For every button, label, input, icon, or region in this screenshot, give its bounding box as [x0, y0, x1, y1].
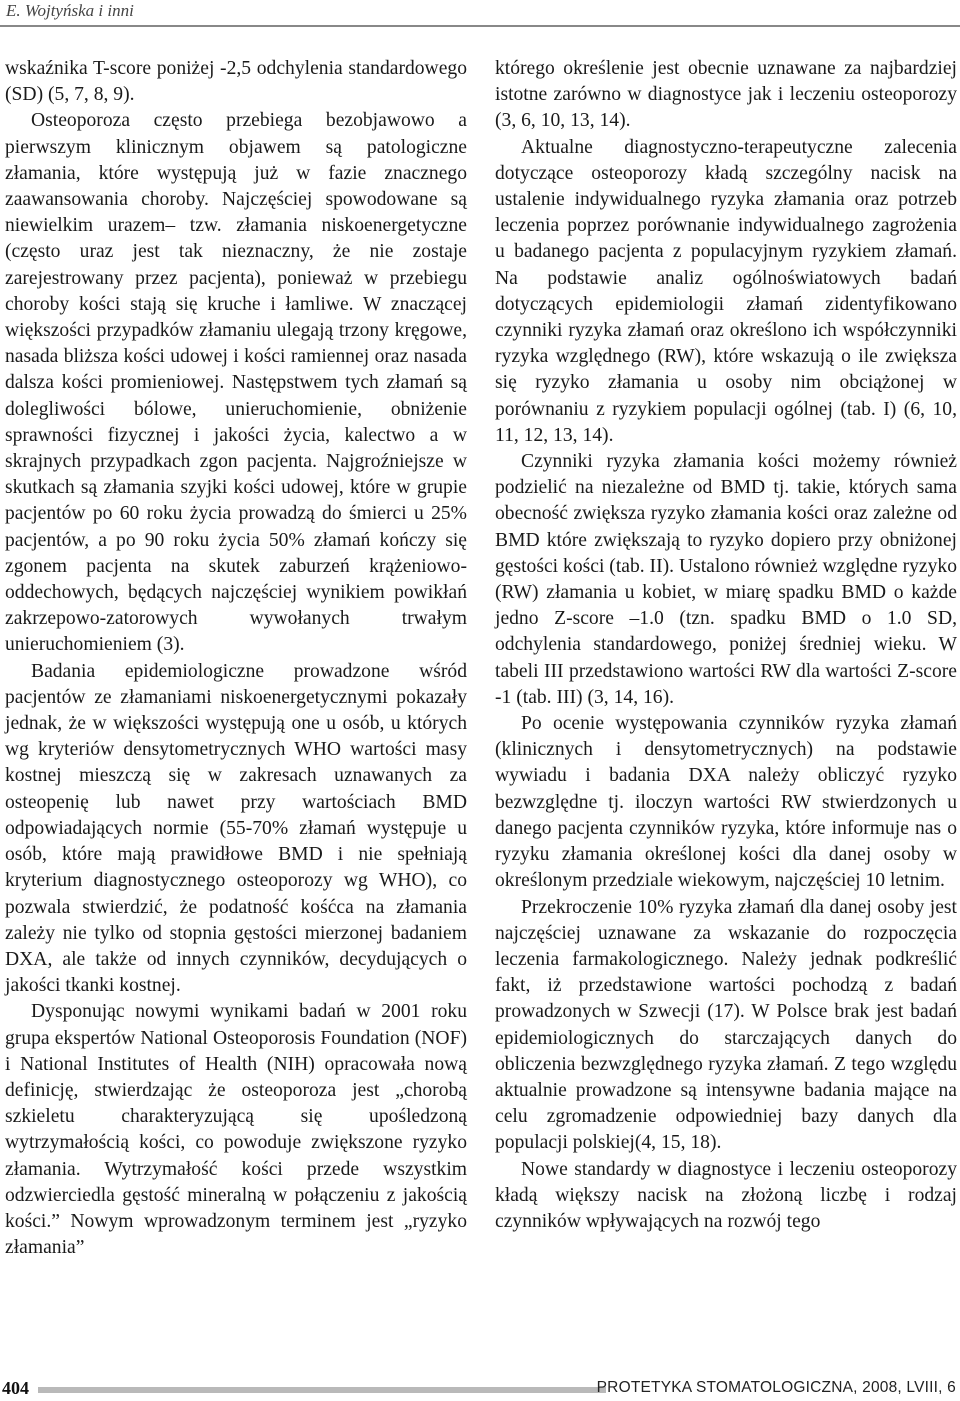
paragraph: Osteoporoza często przebiega bezobjawowo a pierwszym klinicznym objawem są patologiczne złamania, które występują już w fazie znacznego zaawansowania choroby. Najczęściej spowodowane są niewielkim urazem– tzw. złamania niskoenergetyczne (często uraz jest tak nieznaczny, że nie zostaje zarejestrowany przez pacjenta), ponieważ w przebiegu choroby kości stają się kruche i łamliwe. W znaczącej większości przypadków złamaniu ulegają trzony kręgowe, nasada bliższa kości udowej i kości ramiennej oraz nasada dalsza kości promieniowej. Następstwem tych złamań są dolegliwości bólowe, unieruchomienie, obniżenie sprawności fizycznej i jakości życia, kalectwo a w skrajnych przypadkach zgon pacjenta. Najgroźniejsze w skutkach są złamania szyjki kości udowej, które w grupie pacjentów po 60 roku życia prowadzą do śmierci u 25% pacjentów, a po 90 roku życia 50% złamań kończy się zgonem pacjenta na skutek zaburzeń krążeniowo-oddechowych, będących najczęściej wynikiem powikłań zakrzepowo-zatorowych wywołanych trwałym unieruchomieniem (3).	[5, 110, 467, 656]
paragraph: Badania epidemiologiczne prowadzone wśród pacjentów ze złamaniami niskoenergetycznymi pokazały jednak, że w większości występują one u osób, u których wg kryteriów densytometrycznych WHO wartości masy kostnej mieszczą się w zakresach uznawanych za osteopenię lub nawet przy wartościach BMD odpowiadających normie (55-70% złamań występuje u osób, które mają prawidłowe BMD i nie spełniają kryterium diagnostycznego osteoporozy wg WHO), co pozwala stwierdzić, że podatność kośćca na złamania zależy nie tylko od stopnia gęstości mierzonej badaniem DXA, ale także od innych czynników, decydujących o jakości tkanki kostnej.	[5, 660, 467, 997]
left-column	[5, 56, 467, 1261]
paragraph: Dysponując nowymi wynikami badań w 2001 roku grupa ekspertów National Osteoporosis Foundation (NOF) i National Institutes of Health (NIH) opracowała nową definicję, stwierdzając że osteoporoza jest „chorobą szkieletu charakteryzującą się upośledzoną wytrzymałością kości, co powoduje zwiększone ryzyko złamania. Wytrzymałość kości przede wszystkim odzwierciedla gęstość mineralną w połączeniu z jakością kości.” Nowym wprowadzonym terminem jest „ryzyko złamania”	[5, 1001, 467, 1259]
paragraph: którego określenie jest obecnie uznawane za najbardziej istotne zarówno w diagnostyce jak i leczeniu osteoporozy (3, 6, 10, 13, 14).	[495, 58, 957, 132]
footer-rule	[38, 1387, 606, 1393]
paragraph: Aktualne diagnostyczno-terapeutyczne zalecenia dotyczące osteoporozy kładą szczególny nacisk na ustalenie indywidualnego ryzyka złamania oraz potrzeb leczenia poprzez porównanie indywidualnego zagrożenia u badanego pacjenta z populacyjnym ryzykiem złamań. Na podstawie analiz ogólnoświatowych badań dotyczących epidemiologii złamań zidentyfikowano czynniki ryzyka złamań oraz określono ich współczynniki ryzyka względnego (RW), które wskazują o ile zwiększa się ryzyko złamania u osoby nim obciążonej w porównaniu z ryzykiem populacji ogólnej (tab. I) (6, 10, 11, 12, 13, 14).	[495, 136, 957, 446]
header-authors: E. Wojtyńska i inni	[6, 1, 134, 20]
page-footer	[0, 1378, 960, 1401]
running-header	[0, 0, 960, 28]
header-rule	[0, 25, 960, 27]
page-number: 404	[2, 1378, 29, 1398]
paragraph: wskaźnika T-score poniżej -2,5 odchylenia standardowego (SD) (5, 7, 8, 9).	[5, 58, 467, 106]
journal-title: PROTETYKA STOMATOLOGICZNA, 2008, LVIII, 6	[596, 1379, 956, 1396]
paragraph: Czynniki ryzyka złamania kości możemy również podzielić na niezależne od BMD tj. takie, których sama obecność zwiększa ryzyko złamania kości oraz zależne od BMD które zwiększają to ryzyko dopiero przy obniżonej gęstości kości (tab. II). Ustalono również względne ryzyko (RW) złamania u kobiet, w miarę spadku BMD o każde jedno Z-score –1.0 (tzn. spadku BMD o 1.0 SD, odchylenia standardowego, poniżej średniej wieku. W tabeli III przedstawiono wartości RW dla wartości Z-score -1 (tab. III) (3, 14, 16).	[495, 451, 957, 708]
right-column	[495, 56, 957, 1235]
paragraph: Nowe standardy w diagnostyce i leczeniu osteoporozy kładą większy nacisk na złożoną liczbę i rodzaj czynników wpływających na rozwój tego	[495, 1158, 957, 1232]
paragraph: Przekroczenie 10% ryzyka złamań dla danej osoby jest najczęściej uznawane za wskazanie do rozpoczęcia leczenia farmakologicznego. Należy jednak podkreślić fakt, iż przedstawione wartości pochodzą z badań prowadzonych w Szwecji (17). W Polsce brak jest badań epidemiologicznych do starczających danych do obliczenia bezwzględnego ryzyka złamań. Z tego względu aktualnie prowadzone są intensywne badania mające na celu zgromadzenie odpowiedniej bazy danych dla populacji polskiej(4, 15, 18).	[495, 896, 957, 1154]
paragraph: Po ocenie występowania czynników ryzyka złamań (klinicznych i densytometrycznych) na podstawie wywiadu i badania DXA należy obliczyć ryzyko bezwzględne tj. iloczyn wartości RW stwierdzonych u danego pacjenta czynników ryzyka, które informuje nas o ryzyku złamania określonej kości dla danej osoby w określonym przedziale wiekowym, najczęściej 10 letnim.	[495, 713, 957, 892]
